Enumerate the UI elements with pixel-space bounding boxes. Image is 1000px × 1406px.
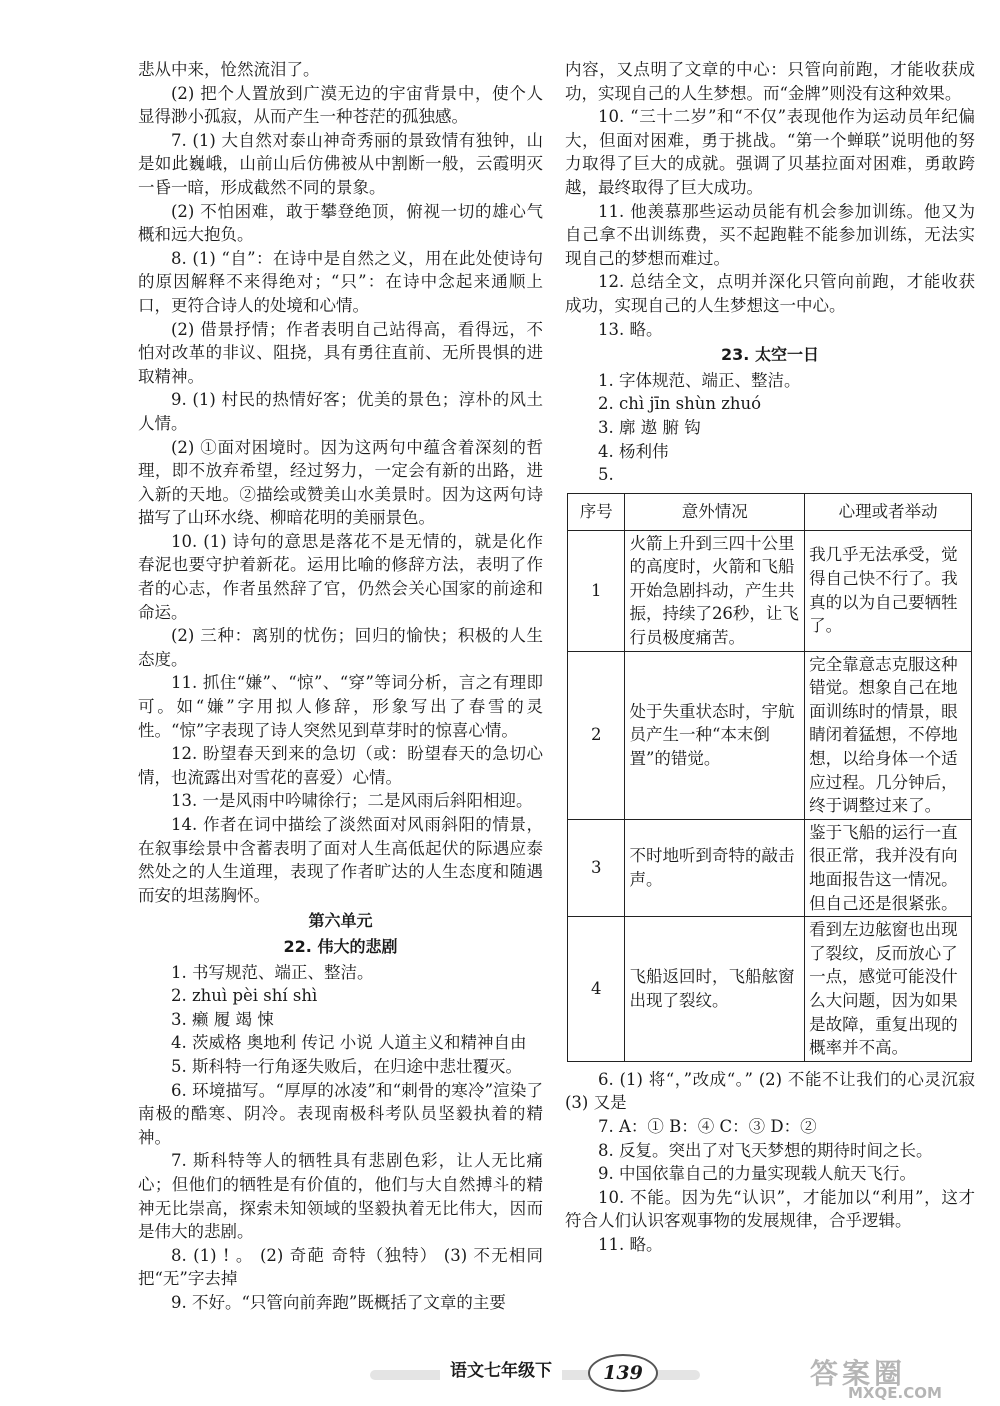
answer-line: 8. (1) “自”：在诗中是自然之义，用在此处使诗句的原因解释不来得绝对；“只”：在诗中念起来通顺上口，更符合诗人的处境和心情。 xyxy=(138,248,543,315)
table-cell: 火箭上升到三四十公里的高度时，火箭和飞船开始急剧抖动，产生共振，持续了26秒，让飞行员极度痛苦。 xyxy=(625,530,805,651)
table-header-cell: 心理或者举动 xyxy=(805,493,972,530)
table-cell: 我几乎无法承受，觉得自己快不行了。我真的以为自己要牺牲了。 xyxy=(805,530,972,651)
answer-line: 9. (1) 村民的热情好客；优美的景色；淳朴的风土人情。 xyxy=(138,390,543,433)
answer-line: 4. 杨利伟 xyxy=(598,441,669,461)
answer-line: 11. 略。 xyxy=(598,1234,663,1254)
answer-line: 12. 盼望春天到来的急切（或：盼望春天的急切心情，也流露出对雪花的喜爱）心情。 xyxy=(138,744,543,787)
answer-line: 3. 癞 履 竭 悚 xyxy=(171,1009,274,1029)
table-header-cell: 意外情况 xyxy=(625,493,805,530)
table-cell: 完全靠意志克服这种错觉。想象自己在地面训练时的情景，眼睛闭着猛想，不停地想，以给身体一个适应过程。几分钟后，终于调整过来了。 xyxy=(805,651,972,819)
answer-line: 14. 作者在词中描绘了淡然面对风雨斜阳的情景，在叙事绘景中含蓄表明了面对人生高低起伏的际遇应泰然处之的人生道理，表现了作者旷达的人生态度和随遇而安的坦荡胸怀。 xyxy=(138,815,543,905)
answer-line: 2. zhuì pèi shí shì xyxy=(171,986,318,1006)
answer-line: 7. A：① B：④ C：③ D：② xyxy=(598,1116,817,1136)
table-cell: 2 xyxy=(568,651,625,819)
table-cell: 看到左边舷窗也出现了裂纹，反而放心了一点，感觉可能没什么大问题，因为如果是故障，重复出现的概率并不高。 xyxy=(805,917,972,1062)
left-column xyxy=(138,58,543,1314)
answer-line: (2) 借景抒情；作者表明自己站得高，看得远，不怕对改革的非议、阻挠，具有勇往直前、无所畏惧的进取精神。 xyxy=(138,319,543,386)
unit-heading: 第六单元 xyxy=(308,911,373,931)
answer-line: 内容，又点明了文章的中心：只管向前跑，才能收获成功，实现自己的人生梦想。而“金牌”则没有这种效果。 xyxy=(565,60,975,103)
answer-line: 4. 茨威格 奥地利 传记 小说 人道主义和精神自由 xyxy=(171,1033,527,1053)
answer-line: 12. 总结全文，点明并深化只管向前跑，才能收获成功，实现自己的人生梦想这一中心。 xyxy=(565,272,975,315)
answer-line: 5. xyxy=(598,465,614,485)
answer-line: 1. 书写规范、端正、整洁。 xyxy=(171,962,374,982)
answer-line: 2. chì jīn shùn zhuó xyxy=(598,394,762,414)
answer-line: 11. 抓住“嫌”、“惊”、“穿”等词分析，言之有理即可。如“嫌”字用拟人修辞，形象写出了春雪的灵性。“惊”字表现了诗人突然见到草芽时的惊喜心情。 xyxy=(138,673,543,740)
table-cell: 处于失重状态时，宇航员产生一种“本末倒置”的错觉。 xyxy=(625,651,805,819)
answer-line: (2) 把个人置放到广漠无边的宇宙背景中，使个人显得渺小孤寂，从而产生一种苍茫的孤独感。 xyxy=(138,83,543,127)
lesson-heading: 23. 太空一日 xyxy=(721,345,819,365)
table-cell: 不时地听到奇特的敲击声。 xyxy=(625,819,805,916)
answer-line: 3. 廓 遨 腑 钩 xyxy=(598,417,701,437)
table-row xyxy=(568,917,972,1062)
answer-line: 9. 不好。“只管向前奔跑”既概括了文章的主要 xyxy=(171,1292,506,1312)
answer-line: 9. 中国依靠自己的力量实现载人航天飞行。 xyxy=(598,1164,916,1184)
table-row xyxy=(568,530,972,651)
page-number: 139 xyxy=(588,1354,658,1392)
watermark-url: MXQE.COM xyxy=(848,1384,942,1402)
table-cell: 飞船返回时，飞船舷窗出现了裂纹。 xyxy=(625,917,805,1062)
footer-title: 语文七年级下 xyxy=(440,1356,562,1381)
table-row xyxy=(568,651,972,819)
page-footer xyxy=(370,1354,700,1394)
answer-line: (2) ①面对困境时。因为这两句中蕴含着深刻的哲理，即不放弃希望，经过努力，一定会有新的出路，进入新的天地。②描绘或赞美山水美景时。因为这两句诗描写了山环水绕、柳暗花明的美丽景色。 xyxy=(138,437,543,528)
answer-line: 7. (1) 大自然对泰山神奇秀丽的景致情有独钟，山是如此巍峨，山前山后仿佛被从中割断一般，云霞明灭一昏一暗，形成截然不同的景象。 xyxy=(138,130,543,197)
answer-line: 8. (1) ! 。 (2) 奇葩 奇特（独特） (3) 不无相同 把“无”字去掉 xyxy=(138,1245,543,1289)
table-header-row xyxy=(568,493,972,530)
answer-line: 11. 他羡慕那些运动员能有机会参加训练。他又为自己拿不出训练费，买不起跑鞋不能参加训练，无法实现自己的梦想而难过。 xyxy=(565,201,975,268)
answer-line: (2) 不怕困难，敢于攀登绝顶，俯视一切的雄心气概和远大抱负。 xyxy=(138,201,543,245)
answer-line: 8. 反复。突出了对飞天梦想的期待时间之长。 xyxy=(598,1140,933,1160)
table-cell: 1 xyxy=(568,530,625,651)
answer-line: 5. 斯科特一行角逐失败后，在归途中悲壮覆灭。 xyxy=(171,1056,522,1076)
right-column xyxy=(565,58,975,1257)
answer-line: 悲从中来，怆然流泪了。 xyxy=(138,60,320,79)
answer-line: 13. 一是风雨中吟啸徐行；二是风雨后斜阳相迎。 xyxy=(171,791,533,811)
answer-line: 1. 字体规范、端正、整洁。 xyxy=(598,370,801,390)
answer-line: 6. (1) 将“，”改成“。” (2) 不能不让我们的心灵沉寂 (3) 又是 xyxy=(565,1069,975,1113)
table-cell: 3 xyxy=(568,819,625,916)
watermark-text: 答案圈 xyxy=(810,1357,907,1390)
lesson-heading: 22. 伟大的悲剧 xyxy=(283,936,398,956)
answer-line: (2) 三种：离别的忧伤；回归的愉快；积极的人生态度。 xyxy=(138,626,543,669)
answer-line: 13. 略。 xyxy=(598,319,663,339)
table-row xyxy=(568,819,972,916)
answer-line: 10. (1) 诗句的意思是落花不是无情的，就是化作春泥也要守护着新花。运用比喻的修辞方法，表明了作者的心志，作者虽然辞了官，仍然会关心国家的前途和命运。 xyxy=(138,531,543,622)
watermark-logo xyxy=(810,1352,990,1402)
answer-line: 10. “三十二岁”和“不仅”表现他作为运动员年纪偏大，但面对困难，勇于挑战。“第一个蝉联”说明他的努力取得了巨大的成就。强调了贝基拉面对困难，勇敢跨越，最终取得了巨大成功。 xyxy=(565,107,975,197)
answer-table xyxy=(567,493,972,1062)
answer-line: 7. 斯科特等人的牺牲具有悲剧色彩，让人无比痛心；但他们的牺牲是有价值的，他们与大自然搏斗的精神无比崇高，探索未知领域的坚毅执着无比伟大，因而是伟大的悲剧。 xyxy=(138,1151,543,1242)
answer-line: 6. 环境描写。“厚厚的冰凌”和“刺骨的寒冷”渲染了南极的酷寒、阴冷。表现南极科考队员坚毅执着的精神。 xyxy=(138,1080,543,1147)
answer-line: 10. 不能。因为先“认识”，才能加以“利用”，这才符合人们认识客观事物的发展规律，合乎逻辑。 xyxy=(565,1187,975,1231)
table-cell: 4 xyxy=(568,917,625,1062)
table-header-cell: 序号 xyxy=(568,493,625,530)
table-cell: 鉴于飞船的运行一直很正常，我并没有向地面报告这一情况。但自己还是很紧张。 xyxy=(805,819,972,916)
